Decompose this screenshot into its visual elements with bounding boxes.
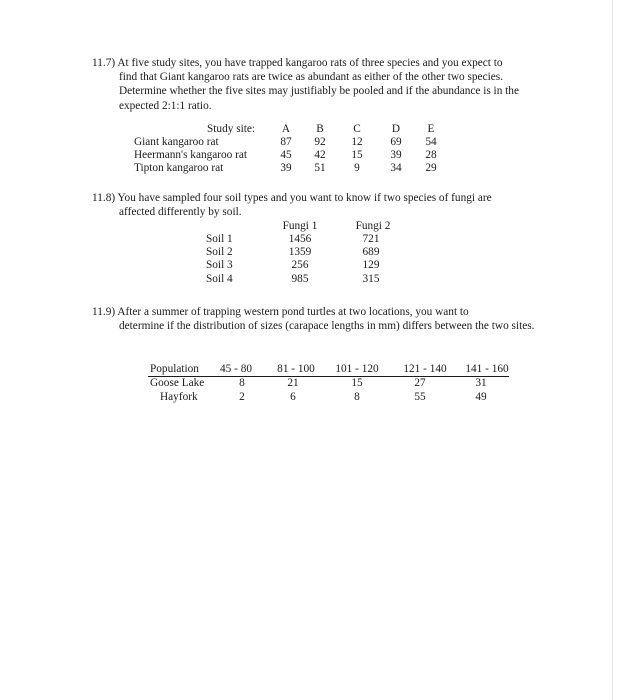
column-header: B: [316, 123, 324, 135]
table-cell: 28: [425, 149, 437, 161]
table-cell: 29: [425, 162, 437, 174]
table-cell: 27: [414, 377, 426, 389]
column-header: 101 - 120: [335, 363, 379, 375]
row-label: Goose Lake: [150, 377, 205, 389]
problem-text-continued: find that Giant kangaroo rats are twice as abundant as either of the other two species. Determine whether the five sites may justifiably be pooled and if the abundance is in the expected 2:1:1 ratio.: [119, 71, 519, 112]
table-cell: 9: [354, 162, 360, 174]
table-cell: 45: [280, 149, 292, 161]
table-header-label: Population: [150, 363, 199, 375]
problem-text: After a summer of trapping western pond turtles at two locations, you want to: [117, 306, 469, 318]
table-cell: 42: [314, 149, 326, 161]
table-cell: 6: [290, 391, 296, 403]
table-cell: 34: [390, 162, 402, 174]
row-label: Giant kangaroo rat: [134, 136, 219, 148]
problem-11-8: [92, 191, 552, 219]
row-label: Hayfork: [160, 391, 198, 403]
table-cell: 2: [239, 391, 245, 403]
table-cell: 87: [280, 136, 292, 148]
column-header: Fungi 1: [282, 220, 318, 232]
table-cell: 721: [362, 233, 380, 245]
column-header: C: [353, 123, 361, 135]
table-cell: 51: [314, 162, 326, 174]
table-cell: 689: [362, 246, 380, 258]
problem-number: 11.7): [92, 57, 116, 69]
table-cell: 31: [475, 377, 487, 389]
row-label: Soil 3: [206, 259, 233, 271]
table-cell: 15: [351, 149, 363, 161]
table-cell: 39: [390, 149, 402, 161]
column-header: D: [391, 123, 401, 135]
table-cell: 8: [354, 391, 360, 403]
table-cell: 55: [414, 391, 426, 403]
table-cell: 69: [390, 136, 402, 148]
row-label: Tipton kangaroo rat: [134, 162, 224, 174]
table-header-label: Study site:: [207, 123, 256, 135]
problem-text-continued: affected differently by soil.: [119, 206, 242, 219]
row-label: Heermann's kangaroo rat: [134, 149, 248, 161]
column-header: Fungi 2: [355, 220, 391, 232]
column-header: 141 - 160: [465, 363, 509, 375]
table-cell: 21: [287, 377, 299, 389]
table-cell: 256: [291, 259, 309, 271]
table-cell: 49: [475, 391, 487, 403]
column-header: E: [427, 123, 435, 135]
page-edge: [612, 0, 613, 700]
problem-text: You have sampled four soil types and you want to know if two species of fungi are: [117, 192, 492, 204]
table-cell: 39: [280, 162, 292, 174]
problem-11-7: [92, 56, 552, 113]
column-header: 121 - 140: [403, 363, 447, 375]
column-header: A: [281, 123, 291, 135]
row-label: Soil 2: [206, 246, 233, 258]
table-cell: 15: [351, 377, 363, 389]
table-cell: 8: [239, 377, 245, 389]
table-cell: 92: [314, 136, 326, 148]
table-cell: 54: [425, 136, 437, 148]
problem-number: 11.8): [92, 192, 116, 204]
table-cell: 12: [351, 136, 363, 148]
problem-11-9: [92, 305, 552, 333]
problem-text-continued: determine if the distribution of sizes (carapace lengths in mm) differs between the two sites.: [119, 320, 535, 333]
problem-text: At five study sites, you have trapped kangaroo rats of three species and you expect to: [117, 57, 503, 69]
table-cell: 129: [362, 259, 380, 271]
problem-number: 11.9): [92, 306, 116, 318]
table-cell: 1359: [288, 246, 312, 258]
column-header: 81 - 100: [277, 363, 315, 375]
column-header: 45 - 80: [219, 363, 252, 375]
table-cell: 1456: [288, 233, 312, 245]
table-cell: 315: [362, 273, 380, 285]
table-cell: 985: [291, 273, 309, 285]
row-label: Soil 4: [206, 273, 233, 285]
row-label: Soil 1: [206, 233, 233, 245]
